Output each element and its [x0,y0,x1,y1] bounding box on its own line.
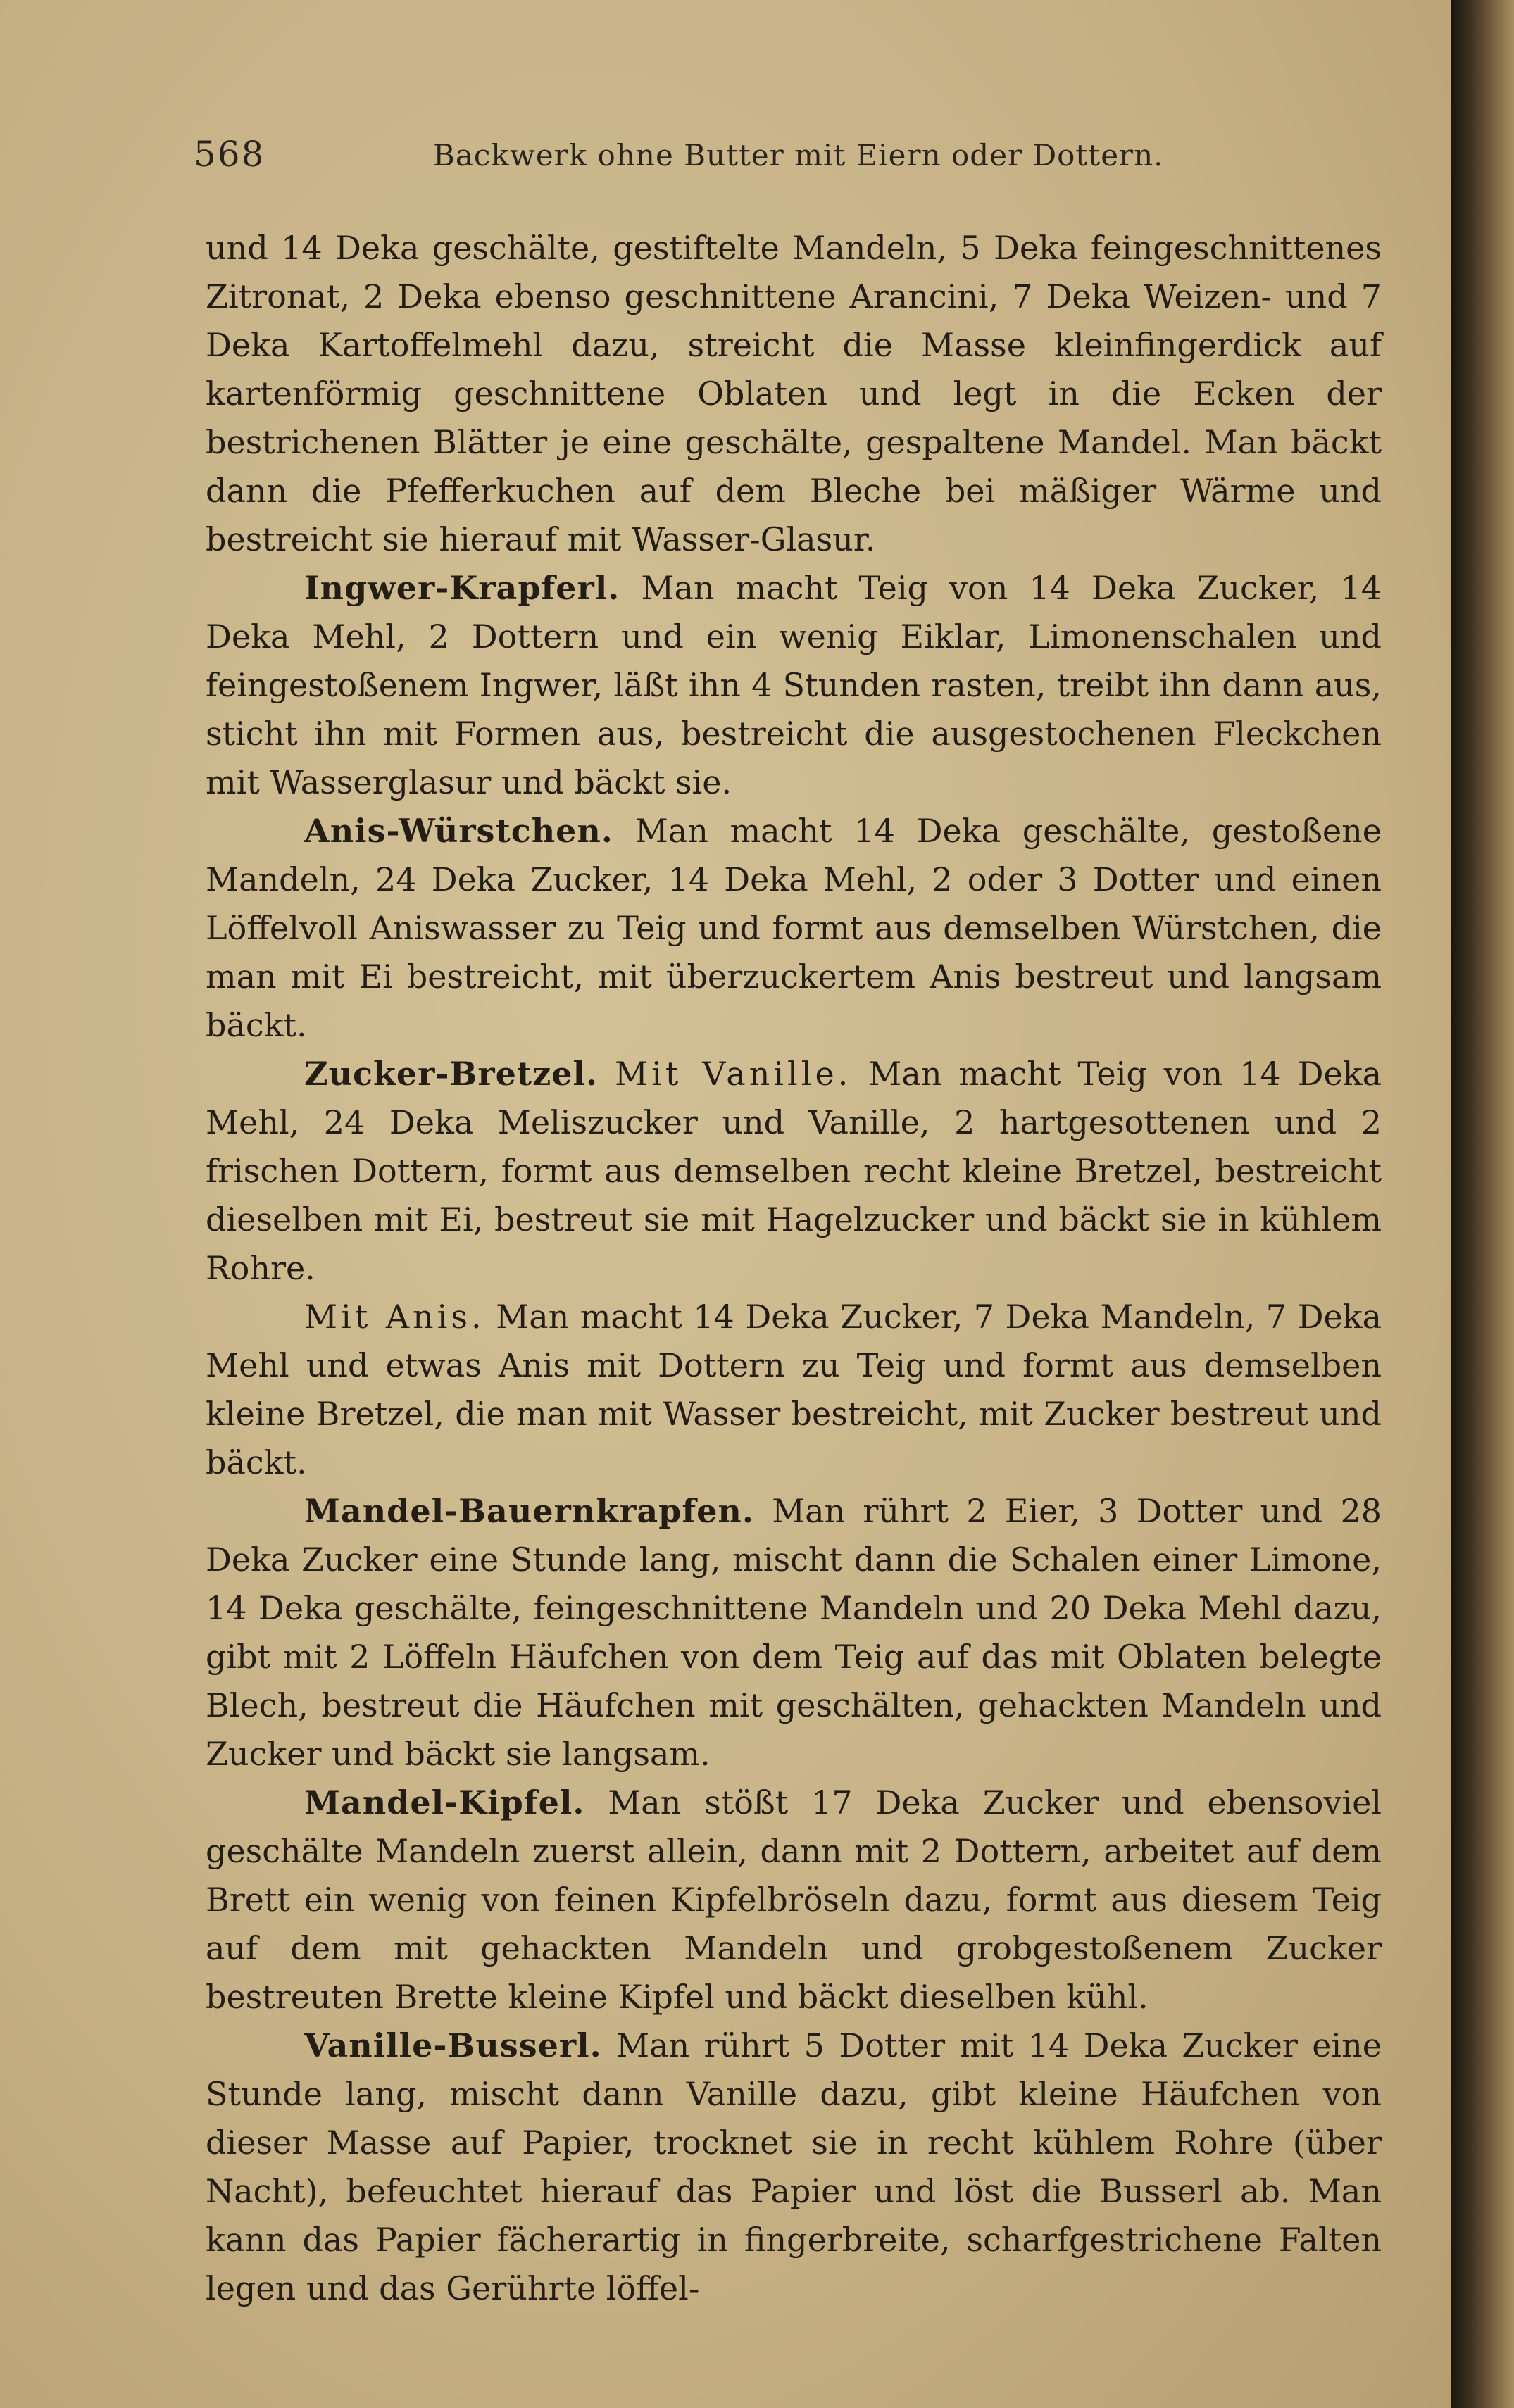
paragraph-text: Man macht Teig von 14 Deka Zucker, 14 Deka Mehl, 2 Dottern und ein wenig Eiklar, Limonenschalen und feingestoßenem Ingwer, läßt ihn 4 Stunden rasten, treibt ihn dann aus, sticht ihn mit Formen aus, bestreicht die ausgestochenen Fleckchen mit Wasserglasur und bäckt sie. [206,569,1382,801]
recipe-zucker-bretzel-anis [206,1293,1382,1487]
paragraph-text: Man macht 14 Deka geschälte, gestoßene Mandeln, 24 Deka Zucker, 14 Deka Mehl, 2 oder 3 Dotter und einen Löffelvoll Aniswasser zu Teig und formt aus demselben Würstchen, die man mit Ei bestreicht, mit überzuckertem Anis bestreut und langsam bäckt. [206,812,1382,1044]
recipe-vanille-busserl [206,2021,1382,2313]
recipe-heading: Anis-Würstchen. [304,812,613,850]
recipe-anis-wuerstchen [206,807,1382,1050]
paragraph-text: und 14 Deka geschälte, gestiftelte Mandeln, 5 Deka feingeschnittenes Zitronat, 2 Deka ebenso geschnittene Arancini, 7 Deka Weizen- und 7 Deka Kartoffelmehl dazu, streicht die Masse kleinfingerdick auf kartenförmig geschnittene Oblaten und legt in die Ecken der bestrichenen Blätter je eine geschälte, gespaltene Mandel. Man bäckt dann die Pfefferkuchen auf dem Bleche bei mäßiger Wärme und bestreicht sie hierauf mit Wasser-Glasur. [206,229,1382,558]
paragraph-text: Man rührt 5 Dotter mit 14 Deka Zucker eine Stunde lang, mischt dann Vanille dazu, gibt kleine Häufchen von dieser Masse auf Papier, trocknet sie in recht kühlem Rohre (über Nacht), befeuchtet hierauf das Papier und löst die Busserl ab. Man kann das Papier fächerartig in fingerbreite, scharfgestrichene Falten legen und das Gerührte löffel- [206,2026,1382,2307]
recipe-heading: Vanille-Busserl. [304,2026,602,2064]
paragraph-text: Man macht 14 Deka Zucker, 7 Deka Mandeln, 7 Deka Mehl und etwas Anis mit Dottern zu Teig und formt aus demselben kleine Bretzel, die man mit Wasser bestreicht, mit Zucker bestreut und bäckt. [206,1298,1382,1481]
paragraph-text: Man rührt 2 Eier, 3 Dotter und 28 Deka Zucker eine Stunde lang, mischt dann die Schalen einer Limone, 14 Deka geschälte, feingeschnittene Mandeln und 20 Deka Mehl dazu, gibt mit 2 Löffeln Häufchen von dem Teig auf das mit Oblaten belegte Blech, bestreut die Häufchen mit geschälten, gehackten Mandeln und Zucker und bäckt sie langsam. [206,1492,1382,1773]
paragraph-text: Man stößt 17 Deka Zucker und ebensoviel geschälte Mandeln zuerst allein, dann mit 2 Dottern, arbeitet auf dem Brett ein wenig von feinen Kipfelbröseln dazu, formt aus diesem Teig auf dem mit gehackten Mandeln und grobgestoßenem Zucker bestreuten Brette kleine Kipfel und bäckt dieselben kühl. [206,1783,1382,2016]
recipe-heading: Ingwer-Krapferl. [304,569,620,607]
recipe-heading: Zucker-Bretzel. [304,1055,599,1093]
recipe-mandel-kipfel [206,1779,1382,2021]
recipe-heading: Mandel-Bauernkrapfen. [304,1492,754,1530]
recipe-subheading: Mit Anis. [304,1298,485,1336]
body-text [206,224,1382,2313]
recipe-mandel-bauernkrapfen [206,1487,1382,1779]
page-number: 568 [194,134,265,175]
running-title: Backwerk ohne Butter mit Eiern oder Dottern. [433,138,1164,173]
adjacent-page-edge [1451,0,1514,2408]
paragraph-text: Man macht Teig von 14 Deka Mehl, 24 Deka Meliszucker und Vanille, 2 hartgesottenen und 2 frischen Dottern, formt aus demselben recht kleine Bretzel, bestreicht dieselben mit Ei, bestreut sie mit Hagelzucker und bäckt sie in kühlem Rohre. [206,1055,1382,1287]
recipe-heading: Mandel-Kipfel. [304,1783,585,1821]
recipe-zucker-bretzel-vanille [206,1050,1382,1293]
page-header [194,134,1384,183]
recipe-subheading: Mit Vanille. [615,1055,852,1093]
paragraph-continuation [206,224,1382,564]
recipe-ingwer-krapferl [206,564,1382,807]
